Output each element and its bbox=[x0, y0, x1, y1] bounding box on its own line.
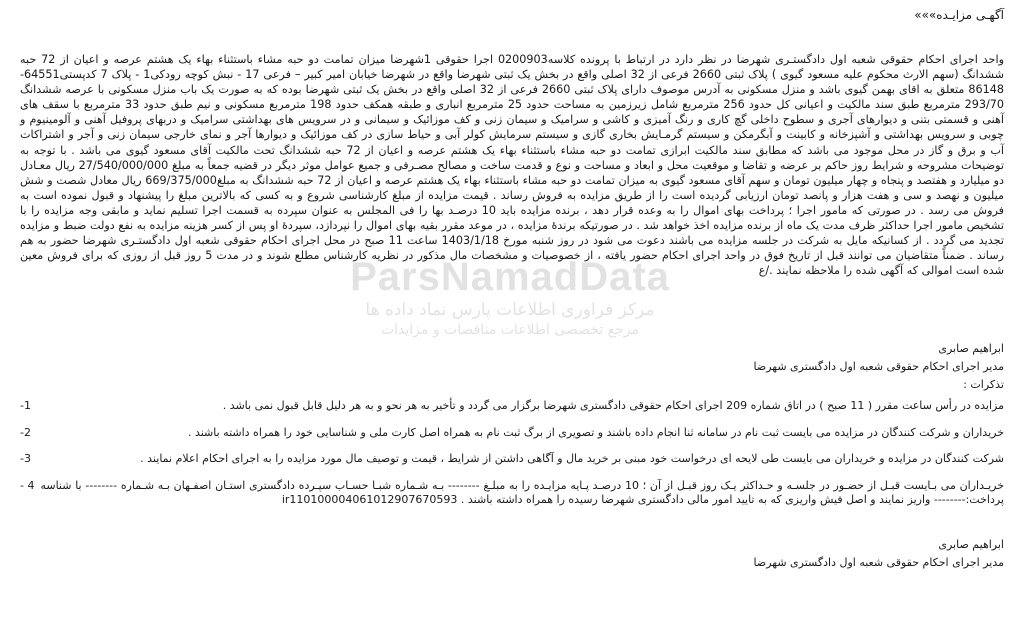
note-number: 3- bbox=[20, 452, 31, 466]
note-text: شرکت کنندگان در مزایده و خریداران می بایست طی لایحه ای درخواست خود مبنی بر خرید مال و آگاهی داشتن از شرایط ، قیمت و توصیف مال مورد مزایده را به اجرای احکام اعلام نمایند . bbox=[140, 452, 1004, 466]
signature-block-bottom bbox=[20, 536, 1004, 572]
note-item bbox=[20, 399, 1004, 414]
notes-section bbox=[20, 378, 1004, 508]
watermark-brand: ParsNamadData bbox=[350, 255, 670, 299]
watermark-subtitle: مرکز فراوری اطلاعات پارس نماد داده ها bbox=[365, 300, 655, 320]
note-item bbox=[20, 426, 1004, 441]
signature-block-top bbox=[20, 340, 1004, 376]
note-number: 1- bbox=[20, 399, 31, 413]
signatory-name: ابراهیم صابری bbox=[938, 537, 1004, 551]
note-item bbox=[20, 479, 1004, 508]
notes-title: تذکرات : bbox=[963, 378, 1004, 392]
signatory-role: مدیر اجرای احکام حقوقی شعبه اول دادگستری شهرضا bbox=[753, 360, 1004, 374]
note-number: 2- bbox=[20, 425, 31, 439]
signatory-name: ابراهیم صابری bbox=[938, 342, 1004, 356]
note-text: مزایده در رأس ساعت مقرر ( 11 صبح ) در اتاق شماره 209 اجرای احکام حقوقی دادگستری شهرضا برگزار می گردد و تأخیر به هر نحو و به هر دلیل قابل قبول نمی باشد . bbox=[222, 399, 1004, 413]
signatory-role: مدیر اجرای احکام حقوقی شعبه اول دادگستری شهرضا bbox=[753, 555, 1004, 569]
note-number: 4 - bbox=[20, 478, 35, 492]
watermark-subtitle-2: مرجع تخصصی اطلاعات مناقصات و مزایدات bbox=[380, 322, 640, 338]
announcement-title: آگهـی مزایـده»»» bbox=[914, 8, 1004, 22]
note-text: خریداران و شرکت کنندگان در مزایده می بایست ثبت نام در سامانه ثنا انجام داده باشند و تصویری از برگ ثبت نام به همراه اصل کارت ملی و شناسایی خود را همراه داشته باشند . bbox=[187, 425, 1004, 439]
note-item bbox=[20, 452, 1004, 467]
announcement-body: واحد اجرای احکام حقوقی شعبه اول دادگستـری شهرضا در نظر دارد در ارتباط با پرونده کلاسه0200903 اجرا حقوقی 1شهرضا میزان تمامت دو حبه مشاء باستثناء بهاء یک هشتم عرصه و اعیان از 72 حبه ششدانگ (سهم الارث محکوم علیه مسعود گیوی ) پلاک ثبتی 2660 فرعی از 32 اصلی واقع در بخش یک ثبتی شهرضا واقع در شهرضا خیابان امیر کبیر – فرعی 17 - نبش کوچه رودکی1 - پلاک 7 کدپستی64551-86148 متعلق به اقای بهمن گیوی باشد و منزل مسکونی به آدرس موصوف دارای پلاک ثبتی 2660 فرعی از 32 اصلی واقع در بخش یک ثبتی شهرضا بوده که به صورت یک باب منزل مسکونی با عرصه ششدانگ 293/70 مترمربع طبق سند مالکیت و اعیانی کل حدود 256 مترمربع شامل زیرزمین به مساحت حدود 25 مترمربع انباری و طبقه همکف حدود 198 مترمربع مسکونی و نیم طبق حدود 33 مترمربع با سقف های آهنی و قسمتی بتنی و دیوارهای آجری و سطوح داخلی گچ کاری و رنگ آمیزی و کاشی و سرامیک و سیمان زنی و کف موزائیک و سیمانی و در سرویس های بهداشتی سرامیک و دربهای پروفیل آهنی و آلومینیوم و چوبی و سرویس بهداشتی و آشپزخانه و کابینت و آبگرمکن و سیستم گرمـایش بخاری گازی و سیستم سرمایش کولر آبی و حیاط سازی در کف موزائیک و دیوارها آجر و نمای خارجی سیمان زنی و آجر و اشتراکات آب و برق و گاز در محل موجود می باشد که مطابق سند مالکیت ابرازی تمامت دو حبه مشاء باستثناء بهاء یک هشتم عرصه و اعیان از 72 حبه ششدانگ تحت مالکیت آقای مسعود گیوی می باشد . با توجه به توضیحات مشروحه و شرایط روز حاکم بر عرضه و تقاضا و موقعیت محل و ابعاد و مساحت و نوع و قدمت ساخت و مصالح مصـرفی و جمیع عوامل موثر دیگر در قضیه جمعاً به مبلغ 27/540/000/000 ریال معـادل دو میلیارد و هفتصد و پنجاه و چهار میلیون تومان و سهم آقای مسعود گیوی به میزان تمامت دو حبه مشاء باستثناء بهاء یک هشتم عرصه و اعیان از 72 حبه ششدانگ به مبلغ669/375/000 ریال معادل شصت و شش میلیون و نهصد و سی و هفت هزار و پانصد تومان ارزیابی گردیده است را از طریق مزایده به فروش رساند . قیمت مزایده از مبلغ کارشناسی شروع و به کسی که بالاترین مبلغ را پیشنهاد و قبول نموده است به فروش می رسد . در صورتی که مامور اجرا ؛ پرداخت بهای اموال را به وعده قرار دهد ، برنده مزایده باید 10 درصـد بها را فی المجلس به عنوان سپرده به قسمت اجرا تسلیم نماید و مابقی وجه مزایده را با تشخیص مامور اجرا حداکثر ظرف مدت یک ماه از برنده مزایده اخذ خواهد شد . در صورتیکه برندۀ مزایده ، در موعد مقرر بقیه بهای اموال را نپردازد، سپردۀ او پس از کسر هزینه مزایده به نفع دولت ضبط و مزایده تجدید می گردد . از کسانیکه مایل به شرکت در جلسه مزایده می باشند دعوت می شود در روز شنبه مورخ 1403/1/18 ساعت 11 صبح در محل اجرای احکام حقوقی شعبه اول دادگستـری شهرضا حضور به هم رساند . ضمناً متقاضیان می توانند قبل از تاریخ فوق در واحد اجرای احکام حضور یافته ، از خصوصیات و مشخصات مال مذکور در نظریه کارشناس مطلع شوند و در مدت 5 روز قبل از روزی که برای فروش معین شده است اموالی که آگهی شده را ملاحظه نمایند ./ع bbox=[20, 53, 1004, 278]
note-text: خریـداران می بـایست قبـل از حضـور در جلسـه و حـداکثر یـک روز قبـل از آن ؛ 10 درصـد پـایه مزایـده را به مبلـغ -------- بـه شـماره شبـا حسـاب سپـرده دادگستری استـان اصفـهان بـه شـماره -------- با شناسه پرداخت:-------- واریز نمایند و اصل فیش واریزی که به تایید امور مالی دادگستری شهرضا رسیده را همراه داشته باشند . ir110100004061012907670593 bbox=[40, 478, 1004, 507]
